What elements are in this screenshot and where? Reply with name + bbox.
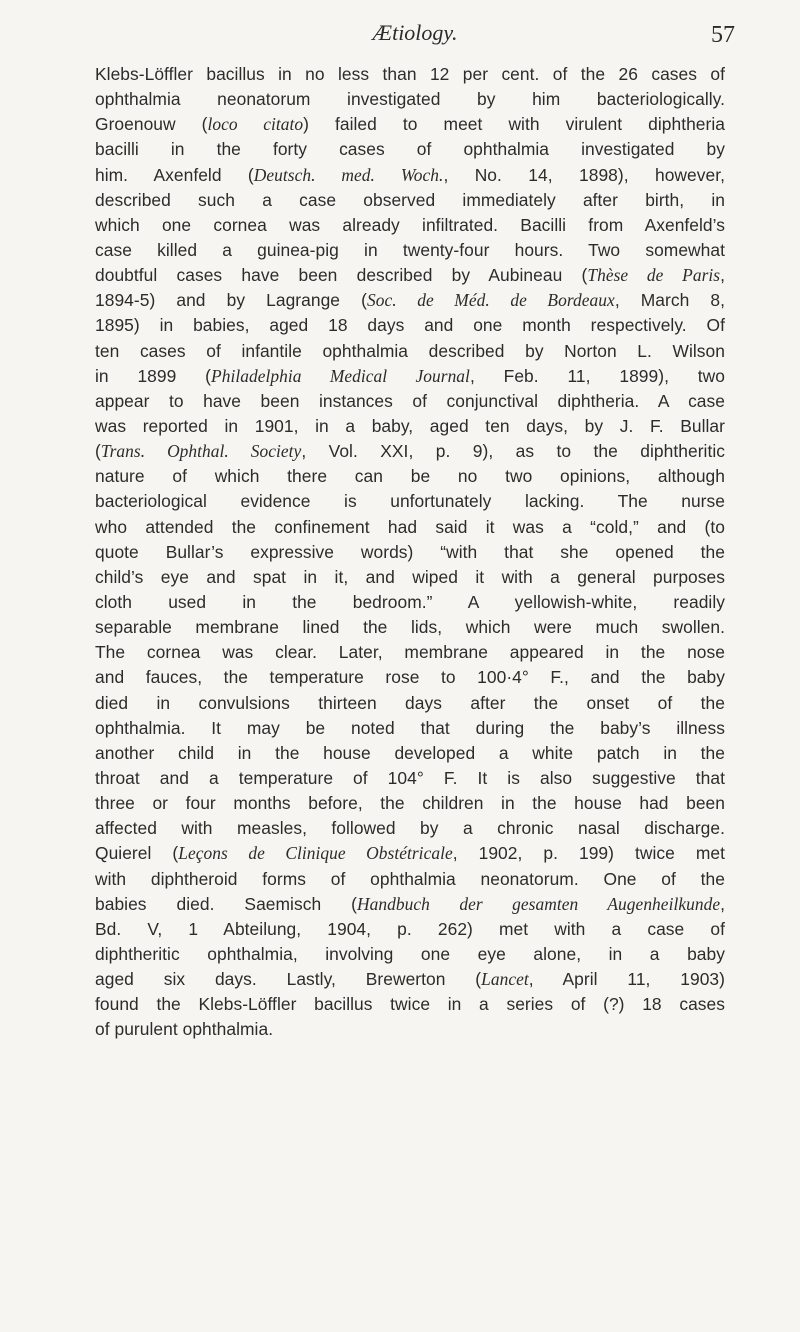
- text-line: The cornea was clear. Later, membrane appeared in the nose: [95, 642, 725, 663]
- text-line: found the Klebs-Löffler bacillus twice in a series of (?) 18 cases: [95, 994, 725, 1015]
- text-line: and fauces, the temperature rose to 100·4° F., and the baby: [95, 667, 725, 688]
- text-line: with diphtheroid forms of ophthalmia neonatorum. One of the: [95, 868, 725, 889]
- citation-italic: Lancet: [481, 969, 529, 990]
- text-line: Bd. V, 1 Abteilung, 1904, p. 262) met with a case of: [95, 918, 725, 939]
- text-line: 1895) in babies, aged 18 days and one month respectively. Of: [95, 315, 725, 336]
- text-line: bacteriological evidence is unfortunately lacking. The nurse: [95, 491, 725, 512]
- citation-italic: Soc. de Méd. de Bordeaux: [366, 290, 615, 311]
- citation-italic: Leçons de Clinique Obstétricale: [178, 843, 453, 864]
- text-line: quote Bullar’s expressive words) “with that she opened the: [95, 541, 725, 562]
- text-line: Klebs-Löffler bacillus in no less than 12 per cent. of the 26 cases of: [95, 64, 725, 84]
- text-line: Quierel (Leçons de Clinique Obstétricale, 1902, p. 199) twice met: [95, 843, 725, 864]
- text-line: throat and a temperature of 104° F. It is also suggestive that: [95, 767, 725, 788]
- text-line: separable membrane lined the lids, which were much swollen.: [95, 617, 725, 638]
- text-line: diphtheritic ophthalmia, involving one eye alone, in a baby: [95, 943, 725, 964]
- text-line: case killed a guinea-pig in twenty-four hours. Two somewhat: [95, 239, 725, 260]
- text-line: Groenouw (loco citato) failed to meet with virulent diphtheria: [95, 114, 725, 135]
- text-line: bacilli in the forty cases of ophthalmia investigated by: [95, 139, 725, 160]
- text-line: died in convulsions thirteen days after the onset of the: [95, 692, 725, 713]
- citation-italic: Philadelphia Medical Journal: [211, 365, 470, 386]
- running-head: [95, 18, 735, 52]
- text-line: 1894-5) and by Lagrange (Soc. de Méd. de Bordeaux, March 8,: [95, 290, 726, 311]
- text-line: affected with measles, followed by a chronic nasal discharge.: [95, 818, 725, 839]
- text-line: babies died. Saemisch (Handbuch der gesamten Augenheilkunde,: [95, 893, 726, 914]
- text-line: ten cases of infantile ophthalmia described by Norton L. Wilson: [95, 340, 725, 361]
- text-line: another child in the house developed a white patch in the: [95, 742, 725, 763]
- citation-italic: Deutsch. med. Woch.: [253, 164, 444, 185]
- text-line: of purulent ophthalmia.: [95, 1019, 274, 1040]
- text-line: who attended the confinement had said it was a “cold,” and (to: [95, 516, 725, 537]
- text-line: aged six days. Lastly, Brewerton (Lancet, April 11, 1903): [95, 969, 725, 990]
- text-line: nature of which there can be no two opinions, although: [95, 466, 725, 487]
- running-title: Ætiology.: [372, 20, 458, 45]
- text-line: appear to have been instances of conjunctival diphtheria. A case: [95, 390, 725, 411]
- text-line: cloth used in the bedroom.” A yellowish-white, readily: [95, 591, 725, 612]
- text-line: ophthalmia neonatorum investigated by him bacteriologically.: [95, 89, 725, 110]
- text-line: in 1899 (Philadelphia Medical Journal, Feb. 11, 1899), two: [95, 365, 726, 386]
- text-line: was reported in 1901, in a baby, aged ten days, by J. F. Bullar: [95, 415, 725, 436]
- body-paragraph: [95, 62, 725, 1042]
- citation-italic: Trans. Ophthal. Society: [100, 441, 302, 462]
- text-line: which one cornea was already infiltrated. Bacilli from Axenfeld’s: [95, 214, 725, 235]
- citation-italic: loco citato: [207, 114, 304, 135]
- text-line: described such a case observed immediately after birth, in: [95, 189, 725, 210]
- text-line: him. Axenfeld (Deutsch. med. Woch., No. 14, 1898), however,: [95, 164, 725, 185]
- citation-italic: Handbuch der gesamten Augenheilkunde: [357, 893, 721, 914]
- page-number: 57: [711, 22, 735, 48]
- text-line: ophthalmia. It may be noted that during the baby’s illness: [95, 717, 725, 738]
- text-line: three or four months before, the children in the house had been: [95, 793, 725, 814]
- citation-italic: Thèse de Paris: [587, 265, 721, 286]
- text-line: (Trans. Ophthal. Society, Vol. XXI, p. 9), as to the diphtheritic: [95, 441, 725, 462]
- text-line: doubtful cases have been described by Aubineau (Thèse de Paris,: [95, 265, 725, 286]
- text-line: child’s eye and spat in it, and wiped it with a general purposes: [95, 566, 725, 587]
